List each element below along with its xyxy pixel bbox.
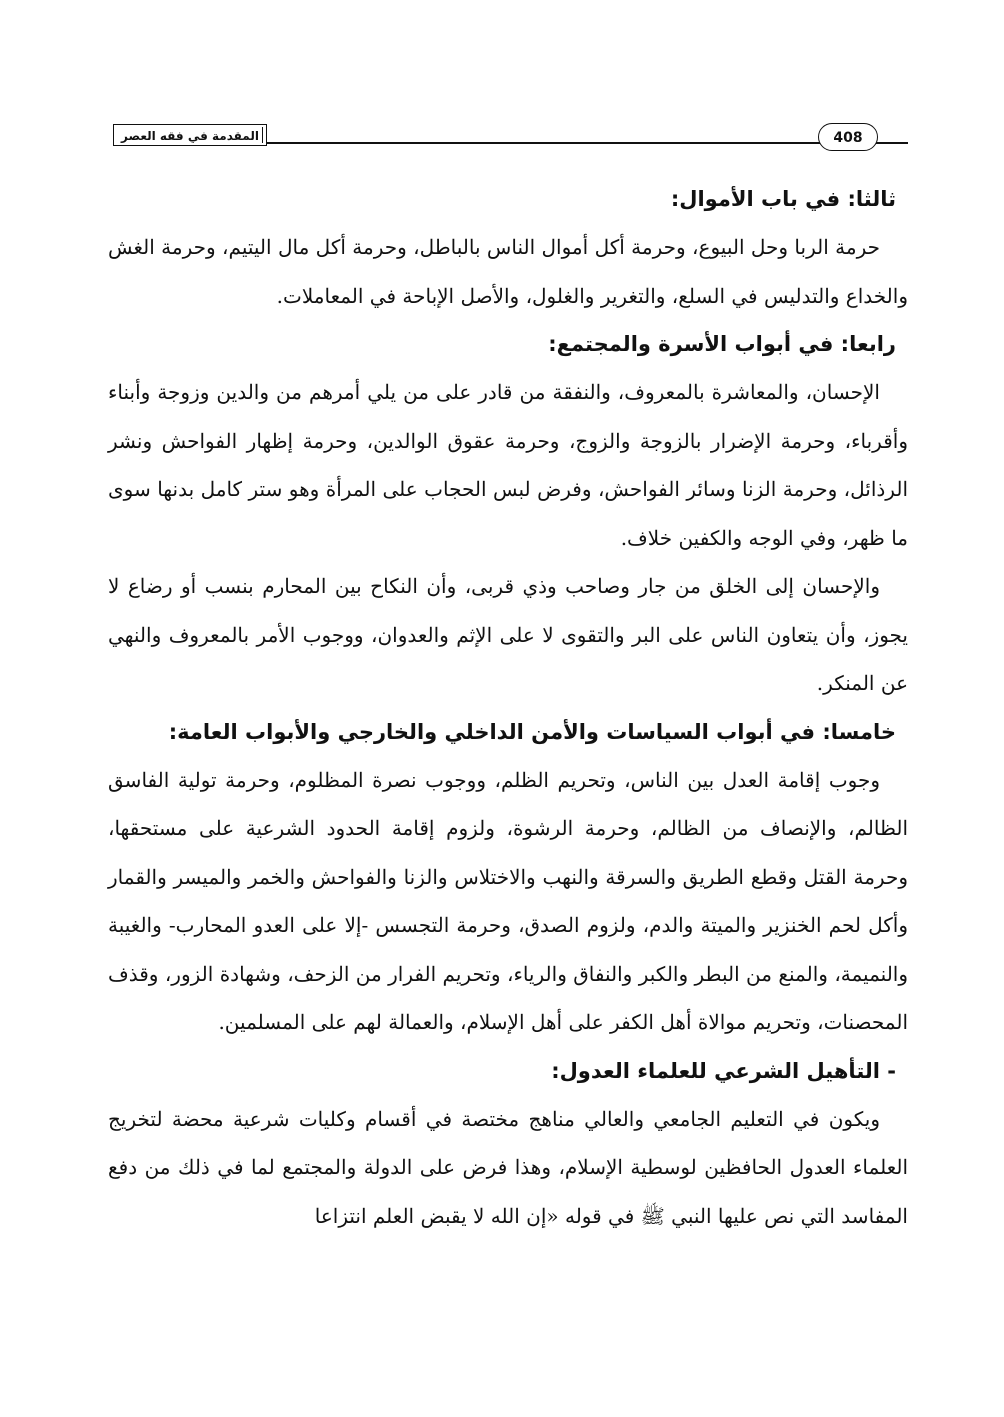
page-header bbox=[113, 118, 908, 152]
paragraph: والإحسان إلى الخلق من جار وصاحب وذي قربى، وأن النكاح بين المحارم بنسب أو رضاع لا يجوز، وأن يتعاون الناس على البر والتقوى لا على الإثم والعدوان، ووجوب الأمر بالمعروف والنهي عن المنكر. bbox=[108, 574, 908, 695]
section-heading-family: رابعا: في أبواب الأسرة والمجتمع: bbox=[548, 332, 896, 356]
paragraph: ويكون في التعليم الجامعي والعالي مناهج مختصة في أقسام وكليات شرعية محضة لتخريج العلماء العدول الحافظين لوسطية الإسلام، وهذا فرض على الدولة والمجتمع لما في ذلك من دفع المفاسد التي نص عليها النبي ﷺ في قوله «إن الله لا يقبض العلم انتزاعا bbox=[108, 1106, 908, 1228]
page-body bbox=[108, 175, 908, 1240]
paragraph: وجوب إقامة العدل بين الناس، وتحريم الظلم، ووجوب نصرة المظلوم، وحرمة تولية الفاسق الظالم، والإنصاف من الظالم، وحرمة الرشوة، ولزوم إقامة الحدود الشرعية على مستحقها، وحرمة القتل وقطع الطريق والسرقة والنهب والاختلاس والزنا والفواحش والخمر والميسر والقمار وأكل لحم الخنزير والميتة والدم، ولزوم الصدق، وحرمة التجسس -إلا على العدو المحارب- والغيبة والنميمة، والمنع من البطر والكبر والنفاق والرياء، وتحريم الفرار من الزحف، وشهادة الزور، وقذف المحصنات، وتحريم موالاة أهل الكفر على أهل الإسلام، والعمالة لهم على المسلمين. bbox=[108, 767, 909, 1034]
paragraph: الإحسان، والمعاشرة بالمعروف، والنفقة من قادر على من يلي أمرهم من والدين وزوجة وأبناء وأقرباء، وحرمة الإضرار بالزوجة والزوج، وحرمة عقوق الوالدين، وحرمة إظهار الفواحش ونشر الرذائل، وحرمة الزنا وسائر الفواحش، وفرض لبس الحجاب على المرأة وهو ستر كامل بدنها سوى ما ظهر، وفي الوجه والكفين خلاف. bbox=[108, 380, 908, 550]
section-heading-finance: ثالثا: في باب الأموال: bbox=[670, 187, 896, 211]
running-title: المقدمة في فقه العصر bbox=[113, 124, 267, 146]
paragraph: حرمة الربا وحل البيوع، وحرمة أكل أموال الناس بالباطل، وحرمة أكل مال اليتيم، وحرمة الغش والخداع والتدليس في السلع، والتغرير والغلول، والأصل الإباحة في المعاملات. bbox=[108, 235, 908, 308]
page-number: 408 bbox=[818, 123, 878, 151]
section-heading-policy: خامسا: في أبواب السياسات والأمن الداخلي والخارجي والأبواب العامة: bbox=[168, 719, 896, 744]
section-heading-scholars: - التأهيل الشرعي للعلماء العدول: bbox=[551, 1058, 896, 1083]
